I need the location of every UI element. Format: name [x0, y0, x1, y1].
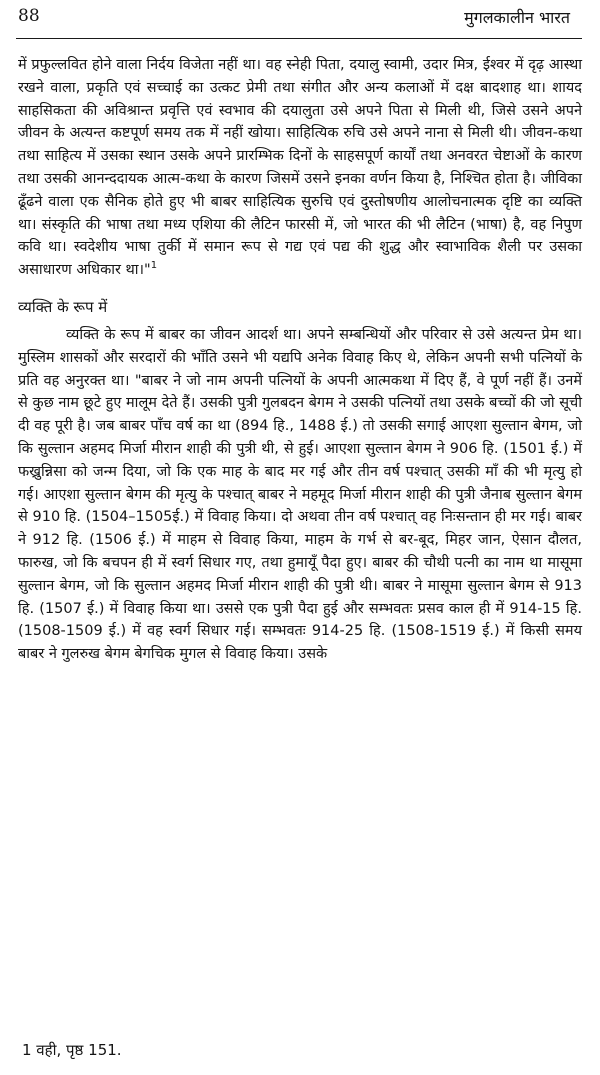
paragraph-2-text: व्यक्ति के रूप में बाबर का जीवन आदर्श था। अपने सम्बन्धियों और परिवार से उसे अत्यन्त प्रेम था। मुस्लिम शासकों और सरदारों की भाँति उसने भी यद्यपि अनेक विवाह किए थे, लेकिन अपनी सभी पत्नियों के प्रति वह अनुरक्त था। "बाबर ने जो नाम अपनी पत्नियों के अपनी आत्मकथा में दिए हैं, वे पूर्ण नहीं हैं। उनमें से कुछ नाम छूटे हुए मालूम देते हैं। उसकी पुत्री गुलबदन बेगम ने उसकी पत्नियों तथा उसके बच्चों की जो सूची दी वह पूरी है। जब बाबर पाँच वर्ष का था (894 हि., 1488 ई.) तो उसकी सगाई आएशा सुल्तान बेगम, जो कि सुल्तान अहमद मिर्जा मीरान शाही की पुत्री थी, से हुई। आएशा सुल्तान बेगम ने 906 हि. (1501 ई.) में फख्रुन्निसा को जन्म दिया, जो कि एक माह के बाद मर गई और तीन वर्ष पश्चात् उसकी माँ की भी मृत्यु हो गई। आएशा सुल्तान बेगम की मृत्यु के पश्चात् बाबर ने महमूद मिर्जा मीरान शाही की पुत्री जैनाब सुल्तान बेगम से 910 हि. (1504–1505ई.) में विवाह किया। दो अथवा तीन वर्ष पश्चात् वह निःसन्तान ही मर गई। बाबर ने 912 हि. (1506 ई.) में माहम से विवाह किया, माहम के गर्भ से बर-बूद, मिहर जान, ऐसान दौलत, फारुख, जो कि बचपन ही में स्वर्ग सिधार गए, तथा हुमायूँ पैदा हुए। बाबर की चौथी पत्नी का नाम था मासूमा सुल्तान बेगम, जो कि सुल्तान अहमद मिर्जा मीरान शाही की पुत्री थी। बाबर ने मासूमा सुल्तान बेगम से 913 हि. (1507 ई.) में विवाह किया था। उससे एक पुत्री पैदा हुई और सम्भवतः प्रसव काल ही में 914-15 हि. (1508-1509 ई.) में वह स्वर्ग सिधार गई। सम्भवतः 914-25 हि. (1508-1519 ई.) में किसी समय बाबर ने गुलरुख बेगम बेगचिक मुगल से विवाह किया। उसके: [18, 326, 582, 663]
paragraph-2: [18, 324, 582, 666]
header-rule: [16, 38, 582, 39]
paragraph-1: [18, 54, 582, 282]
paragraph-1-text: में प्रफुल्लवित होने वाला निर्दय विजेता नहीं था। वह स्नेही पिता, दयालु स्वामी, उदार मित्र, ईश्वर में दृढ़ आस्था रखने वाला, प्रकृति एवं सच्चाई का उत्कट प्रेमी तथा संगीत और अन्य कलाओं में दक्ष बादशाह था। शायद साहसिकता की अविश्रान्त प्रवृत्ति एवं स्वभाव की दयालुता उसे अपने पिता से मिली थी, जिसे उसने अपने जीवन के अत्यन्त कष्टपूर्ण समय तक में नहीं खोया। साहित्यिक रुचि उसे अपने नाना से मिली थी। जीवन-कथा तथा साहित्य में उसका स्थान उसके अपने प्रारम्भिक दिनों के साहसपूर्ण कार्यों तथा अनवरत चेष्टाओं के कारण तथा उसकी आनन्ददायक आत्म-कथा के कारण जिसमें उसने इनका वर्णन किया है, निश्चित होता है। जीविका ढूँढने वाला एक सैनिक होते हुए भी बाबर साहित्यिक सुरुचि एवं दुस्तोषणीय आलोचनात्मक दृष्टि का व्यक्ति था। संस्कृति की भाषा तथा मध्य एशिया की लैटिन फारसी में, जो भारत की भी लैटिन (भाषा) है, वह निपुण कवि था। स्वदेशीय भाषा तुर्की में समान रूप से गद्य एवं पद्य की शुद्ध और स्वाभाविक शैली पर उसका असाधारण अधिकार था।": [18, 57, 582, 279]
running-title: मुगलकालीन भारत: [464, 8, 570, 27]
section-heading: व्यक्ति के रूप में: [18, 297, 108, 316]
page-header: [18, 6, 570, 34]
footnote-reference: 1: [150, 260, 158, 272]
footnote: 1 वही, पृष्ठ 151.: [22, 1041, 122, 1059]
page-number: 88: [18, 6, 40, 26]
body-text: [18, 54, 582, 666]
